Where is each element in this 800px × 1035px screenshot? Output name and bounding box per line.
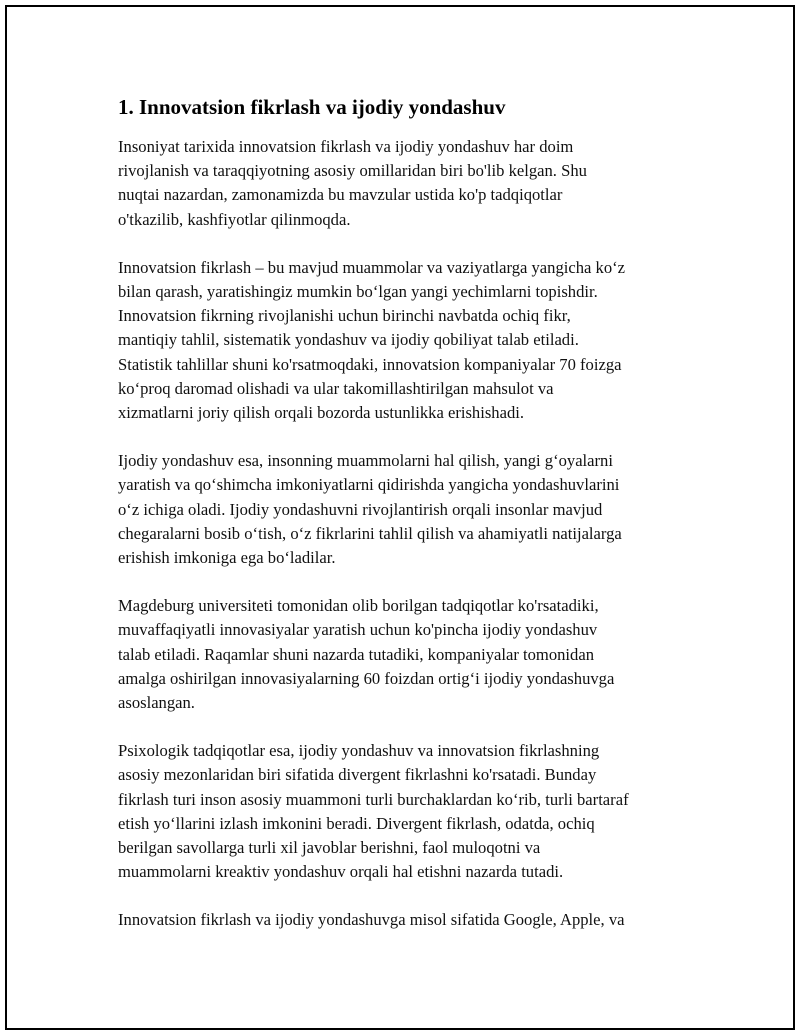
paragraph-1: Insoniyat tarixida innovatsion fikrlash va ijodiy yondashuv har doim rivojlanish va taraqqiyotning asosiy omillaridan biri bo'lib kelgan. Shu nuqtai nazardan, zamonamizda bu mavzular ustida ko'p tadqiqotlar o'tkazilib, kashfiyotlar qilinmoqda. <box>118 137 587 229</box>
paragraph-2: Innovatsion fikrlash – bu mavjud muammolar va vaziyatlarga yangicha ko‘z bilan qarash, yaratishingiz mumkin bo‘lgan yangi yechimlarni topishdir. Innovatsion fikrning rivojlanishi uchun birinchi navbatda ochiq fikr, mantiqiy tahlil, sistematik yondashuv va ijodiy qobiliyat talab etiladi. Statistik tahlillar shuni ko'rsatmoqdaki, innovatsion kompaniyalar 70 foizga ko‘proq daromad olishadi va ular takomillashtirilgan mahsulot va xizmatlarni joriy qilish orqali bozorda ustunlikka erishishadi. <box>118 257 626 423</box>
section-heading: 1. Innovatsion fikrlash va ijodiy yondashuv <box>118 95 506 119</box>
paragraph-6: Innovatsion fikrlash va ijodiy yondashuvga misol sifatida Google, Apple, va <box>118 910 625 930</box>
paragraph-5: Psixologik tadqiqotlar esa, ijodiy yondashuv va innovatsion fikrlashning asosiy mezonlaridan biri sifatida divergent fikrlashni ko'rsatadi. Bunday fikrlash turi inson asosiy muammoni turli burchaklardan ko‘rib, turli bartaraf etish yo‘llarini izlash imkonini beradi. Divergent fikrlash, odatda, ochiq berilgan savollarga turli xil javoblar berishni, faol muloqotni va muammolarni kreaktiv yondashuv orqali hal etishni nazarda tutadi. <box>118 741 629 882</box>
document-body <box>118 93 698 957</box>
paragraph-3: Ijodiy yondashuv esa, insonning muammolarni hal qilish, yangi g‘oyalarni yaratish va qo‘shimcha imkoniyatlarni qidirishda yangicha yondashuvlarini o‘z ichiga oladi. Ijodiy yondashuvni rivojlantirish orqali insonlar mavjud chegaralarni bosib o‘tish, o‘z fikrlarini tahlil qilish va ahamiyatli natijalarga erishish imkoniga ega bo‘ladilar. <box>118 451 622 568</box>
paragraph-4: Magdeburg universiteti tomonidan olib borilgan tadqiqotlar ko'rsatadiki, muvaffaqiyatli innovasiyalar yaratish uchun ko'pincha ijodiy yondashuv talab etiladi. Raqamlar shuni nazarda tutadiki, kompaniyalar tomonidan amalga oshirilgan innovasiyalarning 60 foizdan ortig‘i ijodiy yondashuvga asoslangan. <box>118 596 615 713</box>
